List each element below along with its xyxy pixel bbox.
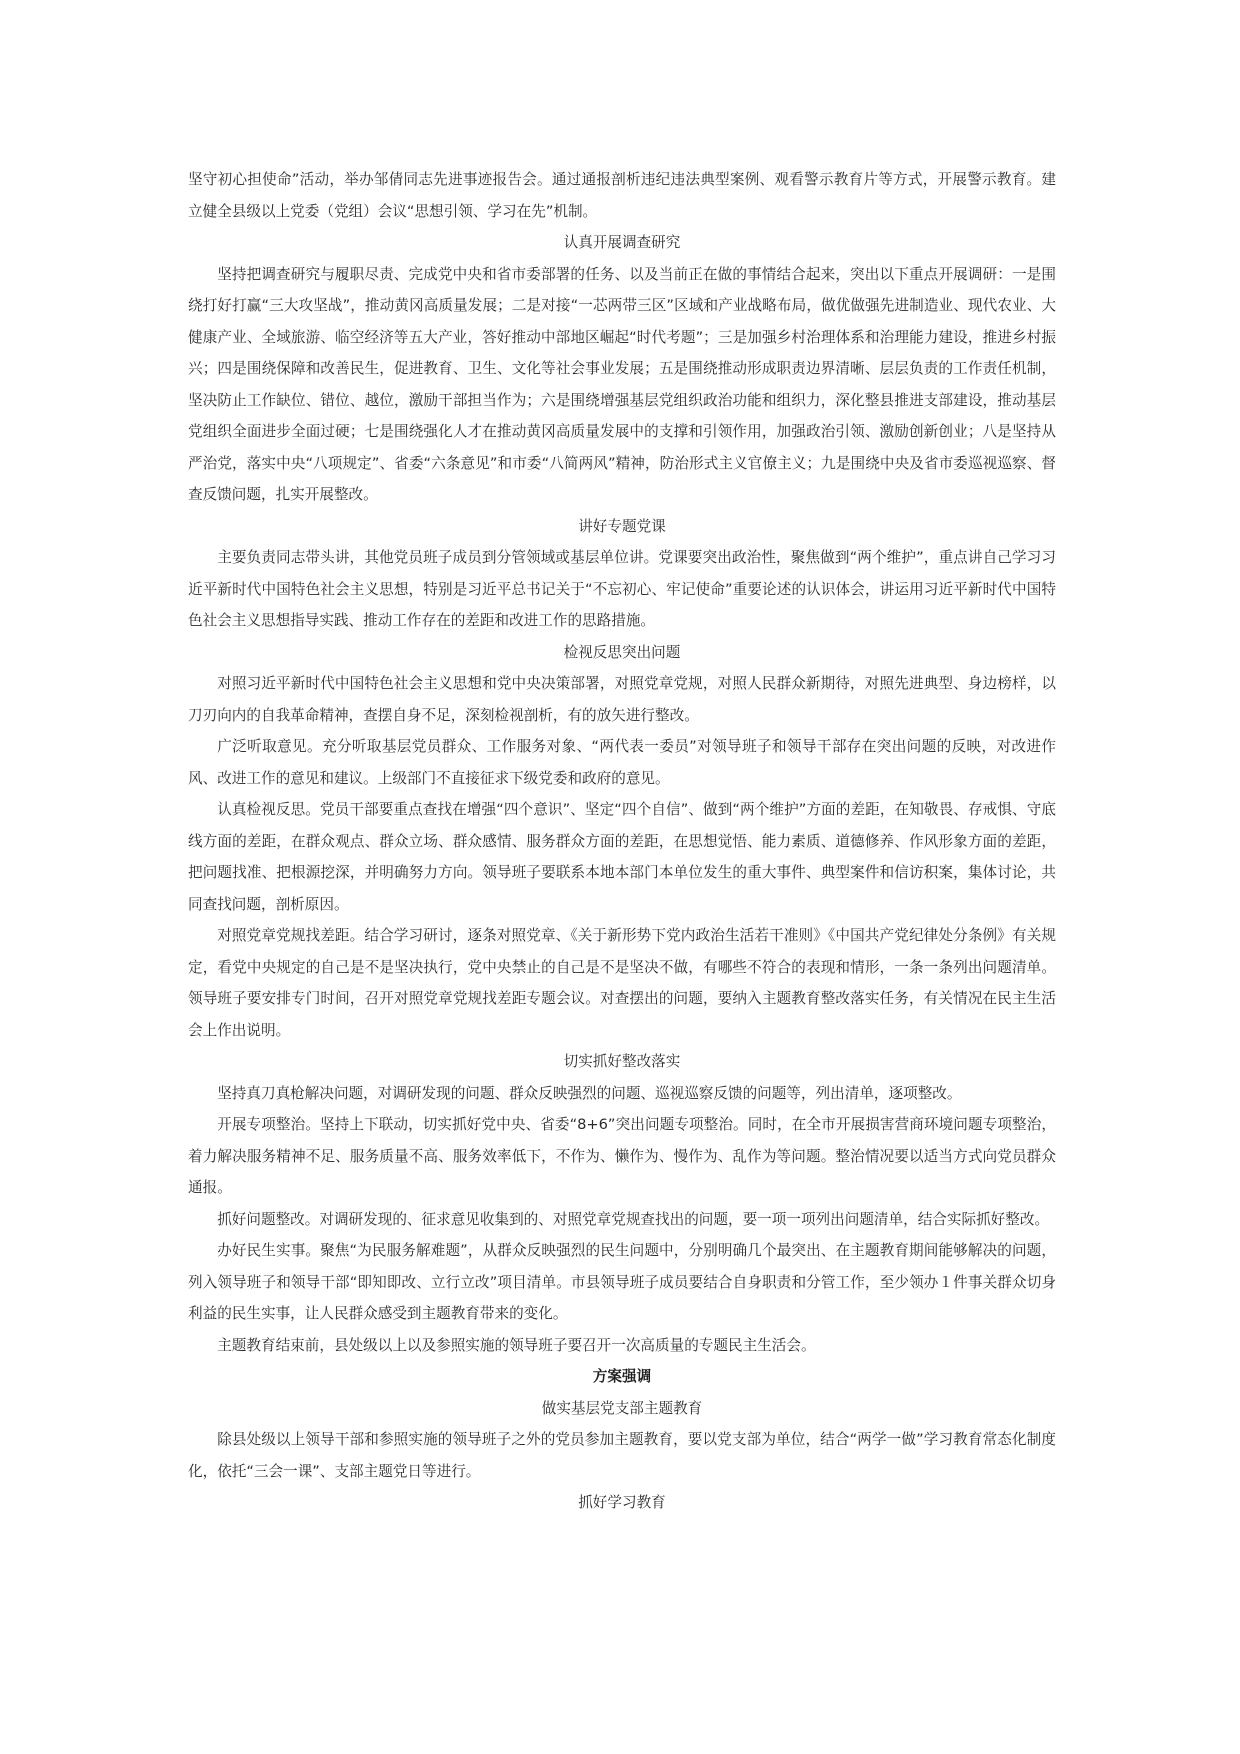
paragraph-problem-rectification: 抓好问题整改。对调研发现的、征求意见收集到的、对照党章党规查找出的问题，要一项一项列出问题清单，结合实际抓好整改。 [217,1210,1050,1228]
section-heading-review-problems: 检视反思突出问题 [563,643,681,661]
paragraph-review-intro: 对照习近平新时代中国特色社会主义思想和党中央决策部署，对照党章党规，对照人民群众新期待，对照先进典型、身边榜样，以刀刃向内的自我革命精神，查摆自身不足，深刻检视剖析，有的放矢进行整改。 [188,675,1056,724]
section-heading-research: 认真开展调查研究 [563,234,681,251]
paragraph-special-rectification: 开展专项整治。坚持上下联动，切实抓好党中央、省委“8+6”突出问题专项整治。同时，在全市开展损害营商环境问题专项整治，着力解决服务精神不足、服务质量不高、服务效率低下，不作为、懒作为、慢作为、乱作为等问题。整治情况要以适当方式向党员群众通报。 [188,1116,1056,1196]
section-heading-party-lecture: 讲好专题党课 [578,517,666,535]
document-body [188,164,1056,1519]
paragraph-listen-opinions: 广泛听取意见。充分听取基层党员群众、工作服务对象、“两代表一委员”对领导班子和领导干部存在突出问题的反映，对改进作风、改进工作的意见和建议。上级部门不直接征求下级党委和政府的意见。 [188,738,1056,787]
paragraph-research: 坚持把调查研究与履职尽责、完成党中央和省市委部署的任务、以及当前正在做的事情结合起来，突出以下重点开展调研：一是围绕打好打赢“三大攻坚战”，推动黄冈高质量发展；二是对接“一芯两带三区”区域和产业战略布局，做优做强先进制造业、现代农业、大健康产业、全域旅游、临空经济等五大产业，答好推动中部地区崛起“时代考题”；三是加强乡村治理体系和治理能力建设，推进乡村振兴；四是围绕保障和改善民生，促进教育、卫生、文化等社会事业发展；五是围绕推动形成职责边界清晰、层层负责的工作责任机制，坚决防止工作缺位、错位、越位，激励干部担当作为；六是围绕增强基层党组织政治功能和组织力，深化整县推进支部建设，推动基层党组织全面进步全面过硬；七是围绕强化人才在推动黄冈高质量发展中的支撑和引领作用，加强政治引领、激励创新创业；八是坚持从严治党，落实中央“八项规定”、省委“六条意见”和市委“八简两风”精神，防治形式主义官僚主义；九是围绕中央及省市委巡视巡察、督查反馈问题，扎实开展整改。 [188,265,1056,503]
paragraph-livelihood: 办好民生实事。聚焦“为民服务解难题”，从群众反映强烈的民生问题中，分别明确几个最突出、在主题教育期间能够解决的问题，列入领导班子和领导干部“即知即改、立行立改”项目清单。市县领导班子成员要结合自身职责和分管工作，至少领办１件事关群众切身利益的民生实事，让人民群众感受到主题教育带来的变化。 [188,1242,1056,1322]
paragraph-party-rules-gap: 对照党章党规找差距。结合学习研讨，逐条对照党章、《关于新形势下党内政治生活若干准则》《中国共产党纪律处分条例》有关规定，看党中央规定的自己是不是坚决执行，党中央禁止的自己是不是坚决不做，有哪些不符合的表现和情形，一条一条列出问题清单。领导班子要安排专门时间，召开对照党章党规找差距专题会议。对查摆出的问题，要纳入主题教育整改落实任务，有关情况在民主生活会上作出说明。 [188,927,1056,1039]
section-heading-plan-emphasis: 方案强调 [592,1368,652,1385]
paragraph-democratic-meeting: 主题教育结束前，县处级以上以及参照实施的领导班子要召开一次高质量的专题民主生活会。 [217,1336,816,1354]
paragraph-continued: 坚守初心担使命”活动，举办邹倩同志先进事迹报告会。通过通报剖析违纪违法典型案例、观看警示教育片等方式，开展警示教育。建立健全县级以上党委（党组）会议“思想引领、学习在先”机制。 [188,171,1056,220]
section-heading-rectification: 切实抓好整改落实 [563,1053,681,1070]
section-heading-study-education: 抓好学习教育 [578,1494,666,1511]
paragraph-branch-education: 除县处级以上领导干部和参照实施的领导班子之外的党员参加主题教育，要以党支部为单位，结合“两学一做”学习教育常态化制度化，依托“三会一课”、支部主题党日等进行。 [188,1431,1056,1480]
section-heading-branch-education: 做实基层党支部主题教育 [541,1399,703,1417]
paragraph-party-lecture: 主要负责同志带头讲，其他党员班子成员到分管领域或基层单位讲。党课要突出政治性，聚焦做到“两个维护”，重点讲自己学习习近平新时代中国特色社会主义思想，特别是习近平总书记关于“不忘初心、牢记使命”重要论述的认识体会，讲运用习近平新时代中国特色社会主义思想指导实践、推动工作存在的差距和改进工作的思路措施。 [188,549,1056,629]
paragraph-rectification-intro: 坚持真刀真枪解决问题，对调研发现的问题、群众反映强烈的问题、巡视巡察反馈的问题等，列出清单，逐项整改。 [217,1084,962,1102]
paragraph-self-review: 认真检视反思。党员干部要重点查找在增强“四个意识”、坚定“四个自信”、做到“两个维护”方面的差距，在知敬畏、存戒惧、守底线方面的差距，在群众观点、群众立场、群众感情、服务群众方面的差距，在思想觉悟、能力素质、道德修养、作风形象方面的差距，把问题找准、把根源挖深，并明确努力方向。领导班子要联系本地本部门本单位发生的重大事件、典型案件和信访积案，集体讨论，共同查找问题，剖析原因。 [188,801,1056,913]
